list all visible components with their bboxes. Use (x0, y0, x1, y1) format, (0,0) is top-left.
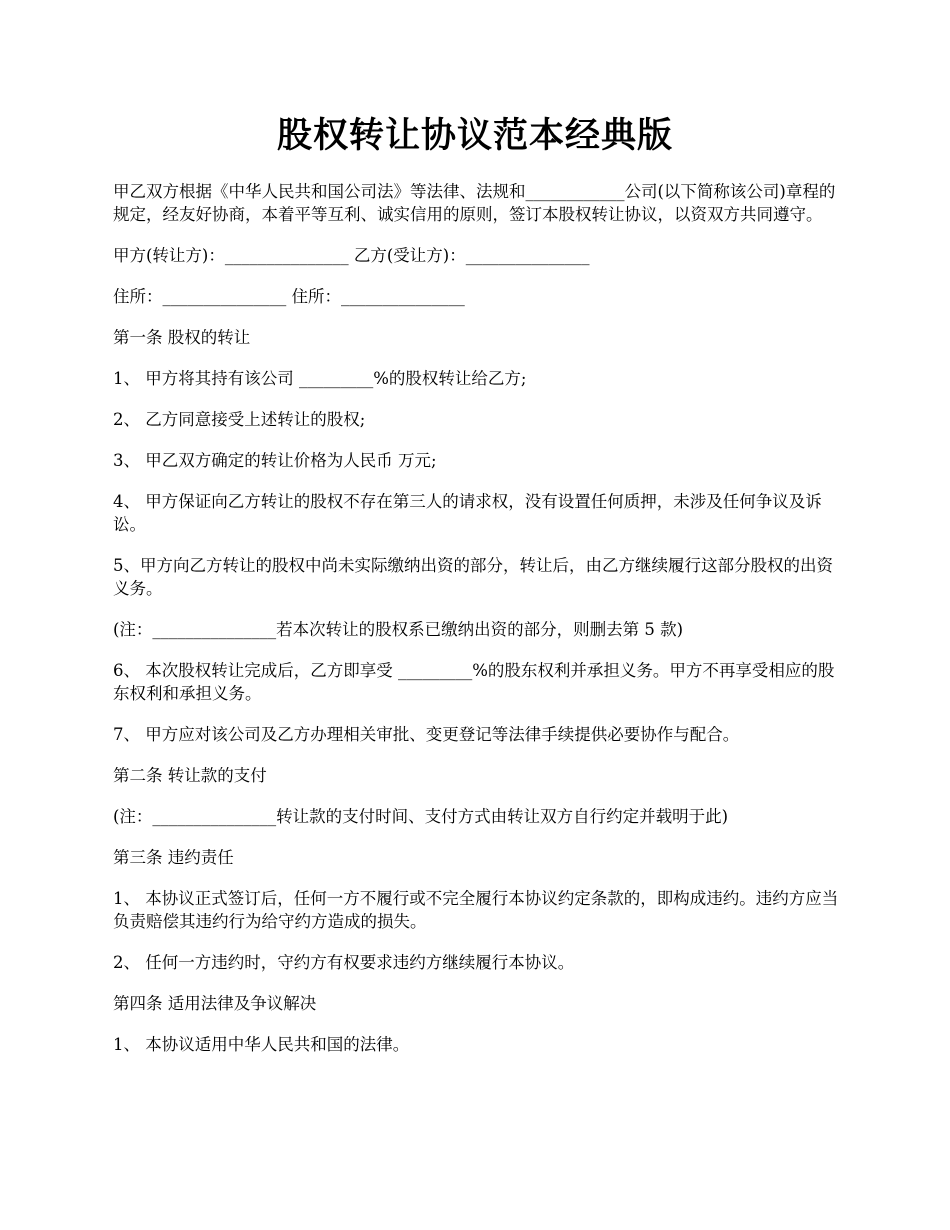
address-line: 住所：_______________ 住所：_______________ (113, 287, 465, 306)
article-1-note: (注：_______________若本次转让的股权系已缴纳出资的部分，则删去第 5 款) (113, 620, 684, 639)
document-body (113, 180, 839, 1074)
article-1-heading: 第一条 股权的转让 (113, 328, 251, 347)
article-3-clause-1: 1、 本协议正式签订后，任何一方不履行或不完全履行本协议约定条款的，即构成违约。违约方应当负责赔偿其违约行为给守约方造成的损失。 (113, 889, 839, 931)
article-1-clause-4: 4、 甲方保证向乙方转让的股权不存在第三人的请求权，没有设置任何质押，未涉及任何争议及诉讼。 (113, 492, 822, 534)
article-4-clause-1: 1、 本协议适用中华人民共和国的法律。 (113, 1035, 410, 1054)
article-2-note: (注：_______________转让款的支付时间、支付方式由转让双方自行约定并载明于此) (113, 807, 729, 826)
article-1-clause-5: 5、甲方向乙方转让的股权中尚未实际缴纳出资的部分，转让后，由乙方继续履行这部分股权的出资义务。 (113, 556, 833, 598)
article-4-heading: 第四条 适用法律及争议解决 (113, 994, 317, 1013)
article-1-clause-7: 7、 甲方应对该公司及乙方办理相关审批、变更登记等法律手续提供必要协作与配合。 (113, 725, 740, 744)
article-2-heading: 第二条 转让款的支付 (113, 766, 267, 785)
parties-line: 甲方(转让方)：_______________ 乙方(受让方)：_______________ (113, 246, 590, 265)
article-1-clause-2: 2、 乙方同意接受上述转让的股权; (113, 410, 366, 429)
article-1-clause-3: 3、 甲乙双方确定的转让价格为人民币 万元; (113, 451, 437, 470)
intro-paragraph: 甲乙双方根据《中华人民共和国公司法》等法律、法规和____________公司(以下简称该公司)章程的规定，经友好协商，本着平等互利、诚实信用的原则，签订本股权转让协议，以资双方共同遵守。 (113, 182, 836, 224)
article-3-heading: 第三条 违约责任 (113, 848, 234, 867)
article-3-clause-2: 2、 任何一方违约时，守约方有权要求违约方继续履行本协议。 (113, 953, 575, 972)
document-title: 股权转让协议范本经典版 (276, 115, 673, 156)
article-1-clause-6: 6、 本次股权转让完成后，乙方即享受 _________%的股东权利并承担义务。甲方不再享受相应的股东权利和承担义务。 (113, 661, 835, 703)
article-1-clause-1: 1、 甲方将其持有该公司 _________%的股权转让给乙方; (113, 369, 527, 388)
